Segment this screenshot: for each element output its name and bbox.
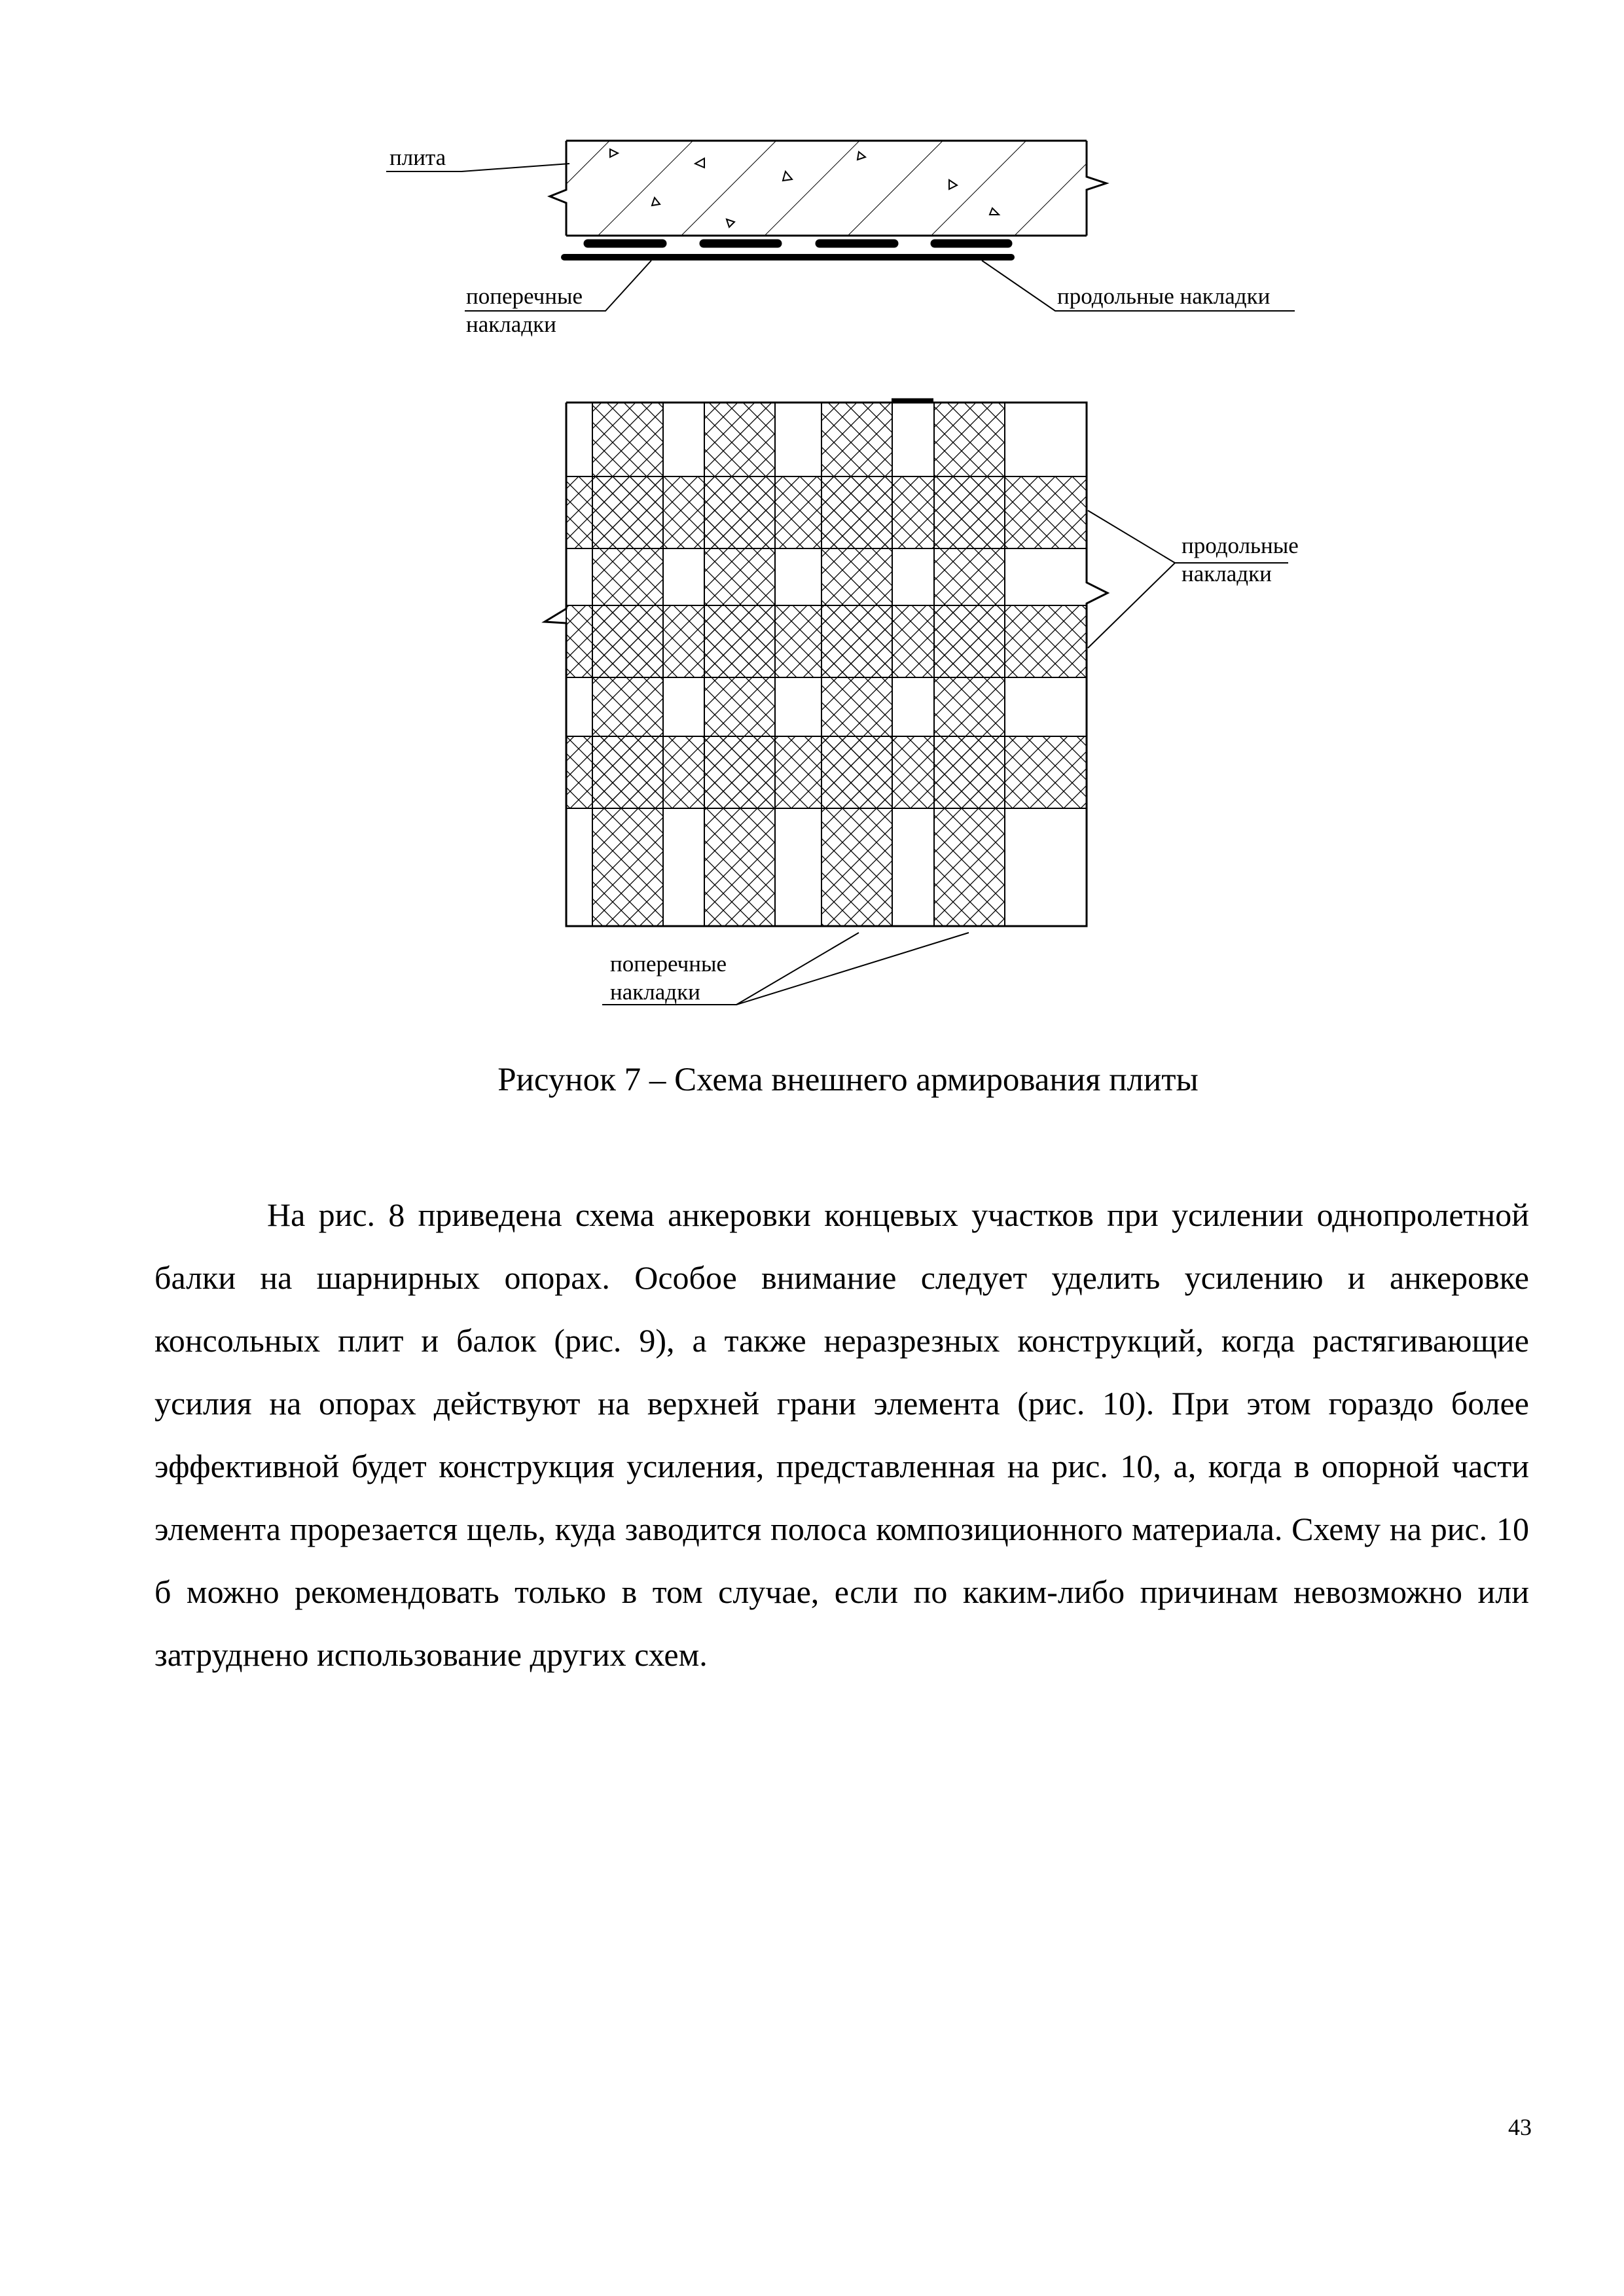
label-transverse-plan-2: накладки xyxy=(610,979,700,1005)
label-longitudinal-section: продольные накладки xyxy=(1057,283,1271,309)
figure-caption: Рисунок 7 – Схема внешнего армирования плиты xyxy=(497,1062,1199,1098)
label-transverse-plan-1: поперечные xyxy=(610,951,727,977)
label-longitudinal-plan-1: продольные xyxy=(1182,533,1299,558)
label-longitudinal-plan-2: накладки xyxy=(1182,561,1272,586)
plan-view xyxy=(545,401,1288,1005)
label-transverse-section-2: накладки xyxy=(466,312,556,337)
body-paragraph: На рис. 8 приведена схема анкеровки концевых участков при усилении однопролетной балки на шарнирных опорах. Особое внимание следует уделить усилению и анкеровке консольных плит и балок (рис. 9), а также неразрезных конструкций, когда растягивающие усилия на опорах действуют на верхней грани элемента (рис. 10). При этом гораздо более эффективной будет конструкция усиления, представленная на рис. 10, а, когда в опорной части элемента прорезается щель, куда заводится полоса композиционного материала. Схему на рис. 10 б можно рекомендовать только в том случае, если по каким-либо причинам невозможно или затруднено использование других схем. xyxy=(154,1196,1529,1673)
label-transverse-section-1: поперечные xyxy=(466,283,583,309)
page-number: 43 xyxy=(1508,2114,1532,2140)
reinforcement-figure xyxy=(0,0,1624,1047)
longitudinal-strips-plan xyxy=(566,476,1087,808)
label-slab: плита xyxy=(389,145,446,170)
